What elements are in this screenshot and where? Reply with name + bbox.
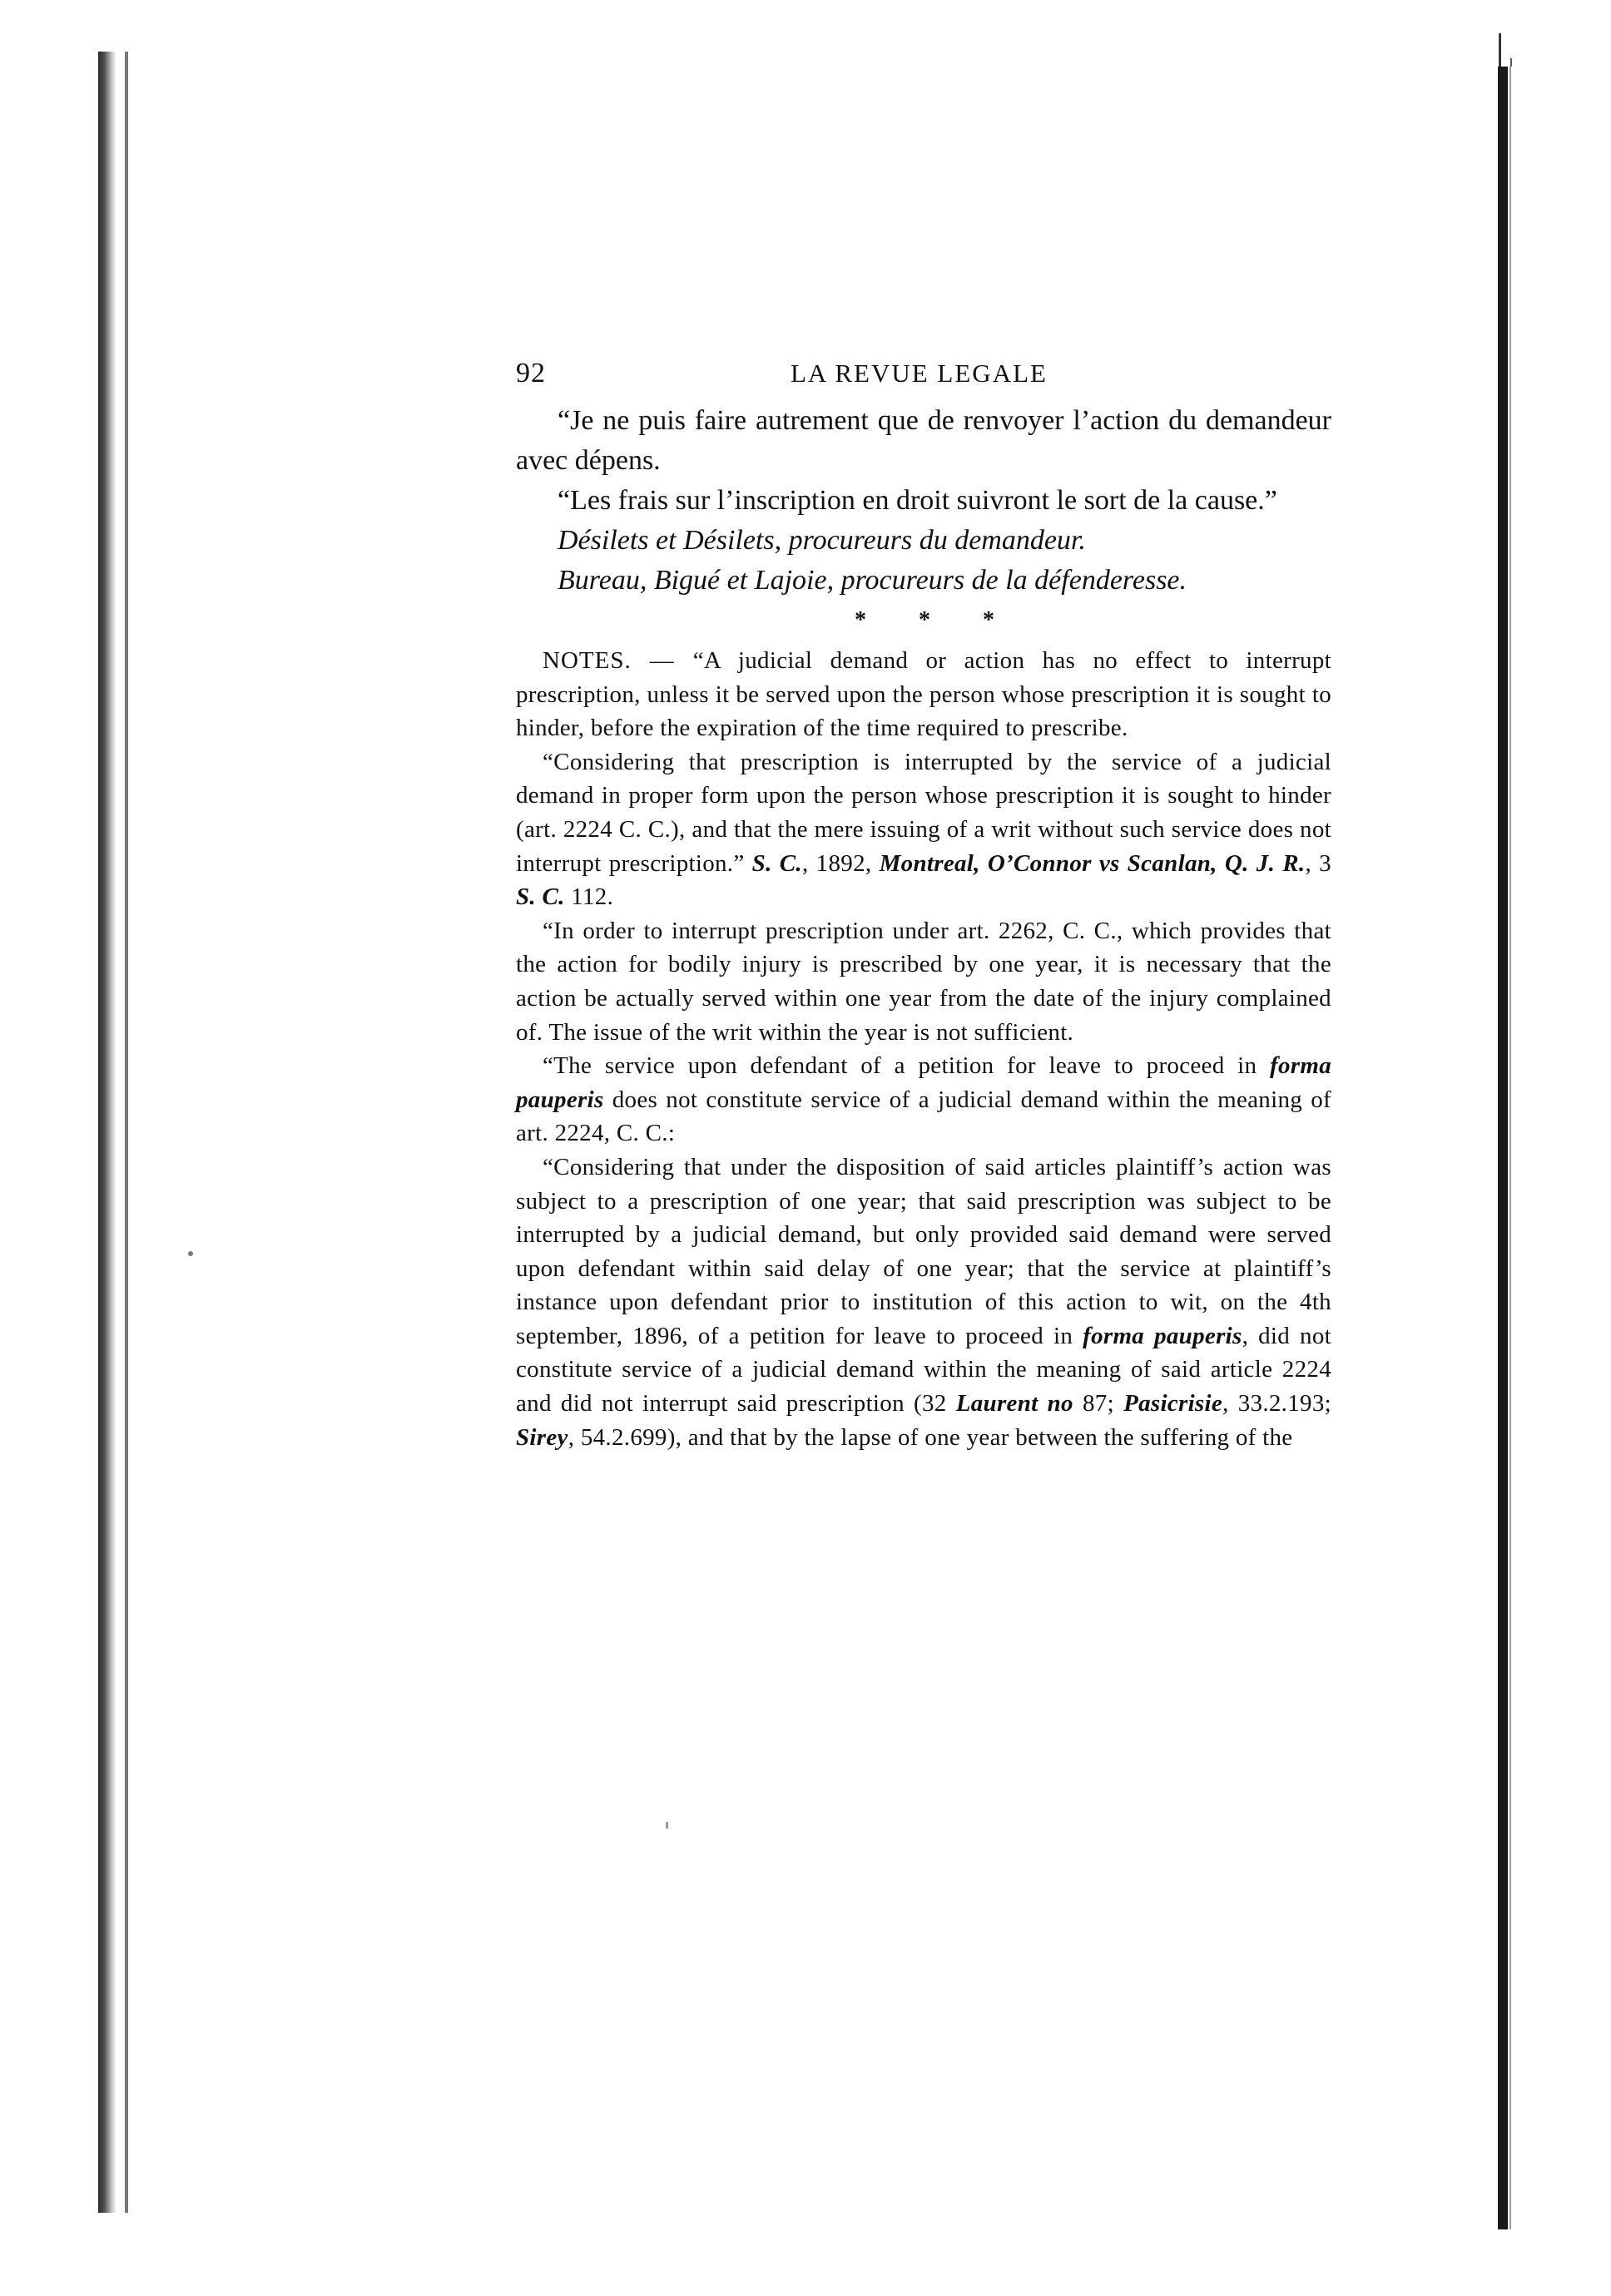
citation-author: Laurent no bbox=[955, 1390, 1073, 1418]
note-text: “A judicial demand or action has no effect to interrupt prescription, unless it be served upon the person whose prescription it is sought to hinder, before the expiration of the time required to prescribe. bbox=[516, 647, 1331, 742]
judgment-paragraph: “Je ne puis faire autrement que de renvoyer l’action du demandeur avec dépens. bbox=[516, 405, 1331, 476]
attorney-plaintiff: Désilets et Désilets, procureurs du demandeur. bbox=[558, 525, 1086, 556]
latin-phrase: forma pauperis bbox=[516, 1052, 1331, 1113]
next-page-edge bbox=[1498, 67, 1508, 2229]
citation-court: S. C. bbox=[751, 849, 802, 877]
note-paragraph: “In order to interrupt prescription under art. 2262, C. C., which provides that the action for bodily injury is prescribed by one year, it is necessary that the action be actually served within one year from the date of the injury complained of. The issue of the writ within the year is not sufficient. bbox=[516, 917, 1331, 1046]
judgment-paragraph: “Les frais sur l’inscription en droit suivront le sort de la cause.” bbox=[558, 485, 1277, 516]
binding-line bbox=[125, 52, 128, 2213]
note-paragraph bbox=[516, 1150, 1331, 1454]
note-text: does not constitute service of a judicial demand within the meaning of art. 2224, C. C.: bbox=[516, 1086, 1331, 1147]
citation-text: , 3 bbox=[1305, 849, 1331, 877]
note-text: “The service upon defendant of a petition for leave to proceed in bbox=[543, 1052, 1270, 1080]
citation-court: S. C. bbox=[516, 883, 565, 911]
scan-speck bbox=[188, 1251, 193, 1256]
note-paragraph bbox=[516, 1049, 1331, 1150]
binding-shadow bbox=[98, 52, 116, 2213]
note-paragraph bbox=[516, 644, 1331, 745]
note-text: “Considering that under the disposition of said articles plaintiff’s action was subject to a prescription of one year; that said prescription was subject to be interrupted by a judicial demand, but only provided said demand were served upon defendant within said delay of one year; that the service at plaintiff’s instance upon defendant prior to institution of this action to wit, on the 4th september, 1896, of a petition for leave to proceed in bbox=[516, 1153, 1331, 1349]
latin-phrase: forma pauperis bbox=[1083, 1322, 1242, 1349]
next-page-margin bbox=[1509, 67, 1611, 2229]
page-content bbox=[516, 358, 1331, 1454]
running-head: LA REVUE LEGALE bbox=[791, 359, 1048, 388]
page-number: 92 bbox=[516, 358, 546, 388]
section-separator: * * * bbox=[855, 607, 1018, 633]
attorney-defendant: Bureau, Bigué et Lajoie, procureurs de la défenderesse. bbox=[558, 565, 1187, 596]
page-header bbox=[516, 358, 1331, 401]
note-text: , did not constitute service of a judicial demand within the meaning of said article 2224 and did not interrupt said prescription (32 bbox=[516, 1322, 1331, 1418]
note-text: “Considering that prescription is interrupted by the service of a judicial demand in proper form upon the person whose prescription it is sought to hinder (art. 2224 C. C.), and that the mere issuing of a writ without such service does not interrupt prescription.” bbox=[516, 748, 1331, 877]
note-text: , 33.2.193; bbox=[1222, 1390, 1331, 1418]
note-text: , 54.2.699), and that by the lapse of one year between the suffering of the bbox=[568, 1423, 1293, 1451]
citation-text: , 1892, bbox=[801, 849, 880, 877]
citation-source: Pasicrisie bbox=[1123, 1390, 1223, 1418]
notes-label: NOTES. — bbox=[543, 647, 693, 674]
scan-speck bbox=[666, 1822, 668, 1828]
note-paragraph bbox=[516, 745, 1331, 914]
citation-text: 112. bbox=[564, 883, 614, 911]
citation-case: Montreal, O’Connor vs Scanlan, Q. J. R. bbox=[879, 849, 1306, 877]
note-text: 87; bbox=[1073, 1390, 1124, 1418]
citation-source: Sirey bbox=[516, 1423, 568, 1451]
